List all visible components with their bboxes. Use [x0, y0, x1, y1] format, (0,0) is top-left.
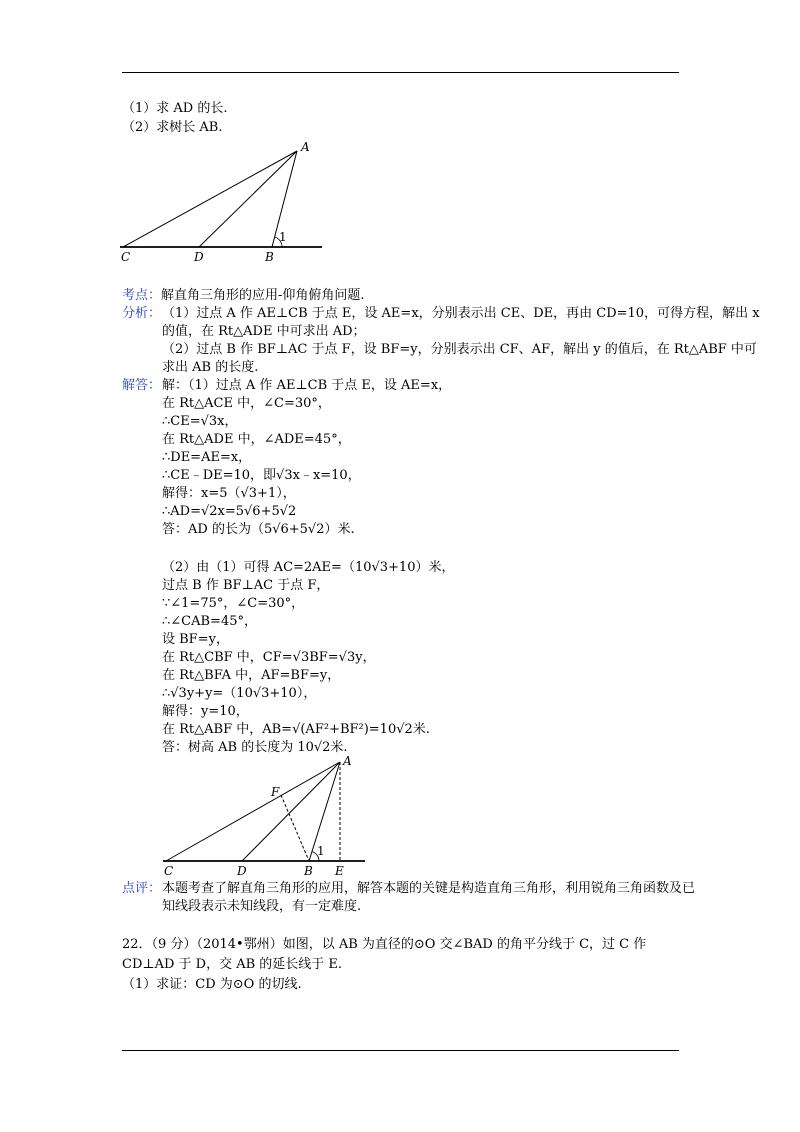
jieda-p1-line-5: ∴DE=AE=x， — [162, 450, 252, 465]
jieda-p1-line-4: 在 Rt△ADE 中，∠ADE=45°， — [162, 432, 351, 447]
jieda-p1-line-6: ∴CE﹣DE=10，即√3x﹣x=10， — [162, 468, 361, 483]
fig1-label-C: C — [121, 250, 131, 264]
jieda-p2-line-10: 在 Rt△ABF 中，AB=√(AF²+BF²)=10√2米. — [162, 722, 430, 737]
jieda-p1-line-8: ∴AD=√2x=5√6+5√2 — [162, 504, 297, 519]
jieda-p2-line-5: 设 BF=y， — [162, 632, 229, 647]
jieda-p2-line-1: （2）由（1）可得 AC=2AE=（10√3+10）米， — [162, 560, 455, 575]
jieda-p2-line-3: ∵∠1=75°，∠C=30°， — [162, 596, 305, 611]
dianping-line-1: 本题考查了解直角三角形的应用，解答本题的关键是构造直角三角形，利用锐角三角函数及已 — [162, 881, 696, 896]
fenxi-line-1: （1）过点 A 作 AE⊥CB 于点 E，设 AE=x，分别表示出 CE、DE，再由 CD=10，可得方程，解出 x — [162, 306, 760, 321]
jieda-p2-line-8: ∴√3y+y=（10√3+10）， — [162, 686, 317, 701]
fig2-label-E: E — [335, 864, 344, 878]
fig2-label-B: B — [304, 864, 313, 878]
bottom-rule — [122, 1050, 679, 1051]
question-1: （1）求 AD 的长. — [122, 101, 228, 116]
jieda-p2-line-6: 在 Rt△CBF 中，CF=√3BF=√3y， — [162, 650, 376, 665]
jieda-p2-line-7: 在 Rt△BFA 中，AF=BF=y， — [162, 668, 341, 683]
fenxi-label: 分析： — [122, 306, 162, 321]
fig1-angle-1: 1 — [279, 230, 287, 244]
dianping-label: 点评： — [122, 881, 162, 896]
fig1-label-A: A — [301, 140, 310, 154]
fig2-label-A: A — [343, 755, 352, 768]
fig1-label-D: D — [194, 250, 204, 264]
fenxi-line-4: 求出 AB 的长度. — [162, 360, 259, 375]
fig2-label-C: C — [164, 864, 174, 878]
fig2-label-F: F — [271, 785, 280, 799]
fenxi-line-3: （2）过点 B 作 BF⊥AC 于点 F，设 BF=y，分别表示出 CF、AF，解出 y 的值后，在 Rt△ABF 中可 — [162, 342, 757, 357]
jieda-p2-line-9: 解得：y=10， — [162, 704, 249, 719]
jieda-p2-line-4: ∴∠CAB=45°， — [162, 614, 257, 629]
jieda-p2-line-11: 答：树高 AB 的长度为 10√2米. — [162, 740, 348, 755]
fig2-label-D: D — [237, 864, 247, 878]
kaodian-label: 考点： — [122, 288, 162, 303]
jieda-p1-line-3: ∴CE=√3x， — [162, 414, 238, 429]
top-rule — [122, 72, 679, 73]
figure-2 — [158, 755, 373, 880]
q22-line-1: 22．（9 分）（2014•鄂州）如图，以 AB 为直径的⊙O 交∠BAD 的角平分线于 C，过 C 作 — [122, 937, 647, 952]
jieda-p1-line-2: 在 Rt△ACE 中，∠C=30°， — [162, 396, 331, 411]
jieda-p1-line-7: 解得：x=5（√3+1）， — [162, 486, 296, 501]
jieda-p2-line-2: 过点 B 作 BF⊥AC 于点 F， — [162, 578, 330, 593]
jieda-label: 解答： — [122, 378, 162, 393]
q22-line-2: CD⊥AD 于 D，交 AB 的延长线于 E. — [122, 957, 343, 972]
figure-1 — [115, 138, 330, 266]
kaodian-row — [122, 287, 365, 305]
fig1-label-B: B — [265, 250, 274, 264]
kaodian-text: 解直角三角形的应用-仰角俯角问题. — [161, 288, 365, 303]
dianping-line-2: 知线段表示未知线段，有一定难度. — [162, 899, 362, 914]
fenxi-line-2: 的值，在 Rt△ADE 中可求出 AD； — [162, 324, 366, 339]
fig2-angle-1: 1 — [317, 844, 325, 858]
jieda-p1-line-9: 答：AD 的长为（5√6+5√2）米. — [162, 522, 355, 537]
jieda-p1-line-1: 解：（1）过点 A 作 AE⊥CB 于点 E，设 AE=x， — [162, 378, 452, 393]
question-2: （2）求树长 AB. — [122, 120, 223, 135]
q22-line-3: （1）求证：CD 为⊙O 的切线. — [122, 977, 302, 992]
